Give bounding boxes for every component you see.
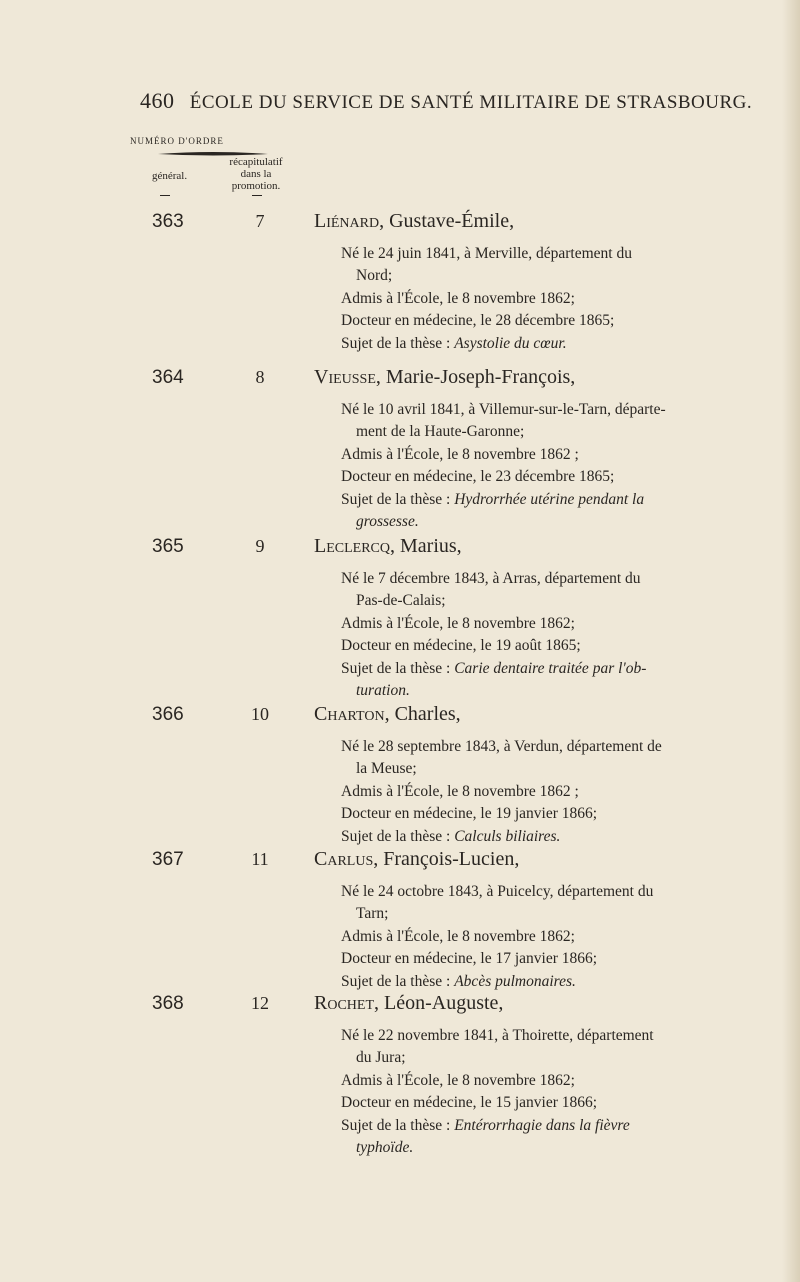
admission-line: Admis à l'École, le 8 novembre 1862; [341, 1072, 575, 1089]
given-names: , Marie-Joseph-François, [375, 366, 576, 388]
column-heading: NUMÉRO D'ORDRE [130, 136, 224, 146]
thesis-title: Asystolie du cœur. [454, 335, 567, 352]
recap-line-1: récapitulatif [229, 156, 283, 168]
admission-line: Admis à l'École, le 8 novembre 1862; [341, 290, 575, 307]
page-edge-shadow [782, 0, 800, 1282]
column-recap-label [211, 156, 301, 192]
birth-line: Né le 28 septembre 1843, à Verdun, département de [341, 738, 662, 755]
given-names: , Charles, [384, 703, 461, 725]
doctorate-line: Docteur en médecine, le 19 août 1865; [341, 637, 581, 654]
doctorate-line: Docteur en médecine, le 19 janvier 1866; [341, 805, 598, 822]
given-names: , Marius, [390, 535, 462, 557]
thesis-line [341, 1117, 630, 1135]
page-title: ÉCOLE DU SERVICE DE SANTÉ MILITAIRE DE STRASBOURG. [189, 92, 753, 113]
entry-name [314, 992, 503, 1015]
promotion-number: 11 [251, 849, 269, 869]
column-dash [160, 195, 170, 196]
thesis-line [341, 828, 560, 846]
general-number: 366 [152, 704, 184, 725]
admission-line: Admis à l'École, le 8 novembre 1862; [341, 928, 575, 945]
doctorate-line: Docteur en médecine, le 23 décembre 1865; [341, 468, 615, 485]
thesis-line [341, 660, 646, 678]
birth-line-cont: ment de la Haute-Garonne; [356, 423, 525, 440]
given-names: , François-Lucien, [373, 848, 520, 870]
doctorate-line: Docteur en médecine, le 28 décembre 1865; [341, 312, 615, 329]
doctorate-line: Docteur en médecine, le 17 janvier 1866; [341, 950, 598, 967]
thesis-prefix: Sujet de la thèse : [341, 973, 455, 990]
promotion-number: 10 [251, 704, 269, 724]
birth-line: Né le 24 juin 1841, à Merville, département du [341, 245, 632, 262]
thesis-prefix: Sujet de la thèse : [341, 1117, 455, 1134]
birth-line: Né le 10 avril 1841, à Villemur-sur-le-Tarn, départe- [341, 401, 666, 418]
thesis-title: Entérorrhagie dans la fièvre [454, 1117, 630, 1134]
thesis-title: Hydrorrhée utérine pendant la [454, 491, 645, 508]
surname: Vieusse [314, 366, 376, 388]
running-head [140, 88, 753, 114]
recap-line-2: dans la [240, 168, 272, 180]
thesis-prefix: Sujet de la thèse : [341, 660, 455, 677]
given-names: , Léon-Auguste, [374, 992, 504, 1014]
surname: Carlus [314, 848, 374, 870]
general-number: 367 [152, 849, 184, 870]
admission-line: Admis à l'École, le 8 novembre 1862; [341, 615, 575, 632]
thesis-line [341, 335, 567, 353]
thesis-line [341, 973, 576, 991]
general-number: 364 [152, 367, 184, 388]
surname: Leclercq [314, 535, 390, 557]
birth-line-cont: la Meuse; [356, 760, 417, 777]
given-names: , Gustave-Émile, [379, 210, 515, 232]
birth-line: Né le 24 octobre 1843, à Puicelcy, département du [341, 883, 654, 900]
thesis-prefix: Sujet de la thèse : [341, 335, 455, 352]
entry-name [314, 848, 519, 871]
general-number: 363 [152, 211, 184, 232]
entry-name [314, 366, 575, 389]
column-general-label: général. [152, 170, 188, 182]
admission-line: Admis à l'École, le 8 novembre 1862 ; [341, 446, 579, 463]
thesis-title: Calculs biliaires. [454, 828, 561, 845]
general-number: 368 [152, 993, 184, 1014]
admission-line: Admis à l'École, le 8 novembre 1862 ; [341, 783, 579, 800]
birth-line-cont: du Jura; [356, 1049, 406, 1066]
doctorate-line: Docteur en médecine, le 15 janvier 1866; [341, 1094, 598, 1111]
thesis-line [341, 491, 644, 509]
birth-line-cont: Nord; [356, 267, 393, 284]
column-dash [252, 195, 262, 196]
birth-line: Né le 7 décembre 1843, à Arras, département du [341, 570, 641, 587]
entry-name [314, 703, 461, 726]
birth-line: Né le 22 novembre 1841, à Thoirette, département [341, 1027, 654, 1044]
thesis-title-cont: typhoïde. [356, 1139, 414, 1156]
surname: Charton [314, 703, 385, 725]
surname: Rochet [314, 992, 375, 1014]
recap-line-3: promotion. [231, 180, 281, 192]
promotion-number: 9 [255, 536, 265, 556]
promotion-number: 12 [251, 993, 269, 1013]
thesis-title: Carie dentaire traitée par l'ob- [454, 660, 647, 677]
thesis-title-cont: turation. [356, 682, 410, 699]
birth-line-cont: Tarn; [356, 905, 389, 922]
thesis-title: Abcès pulmonaires. [454, 973, 576, 990]
page-number: 460 [140, 88, 175, 113]
entry-name [314, 535, 462, 558]
thesis-prefix: Sujet de la thèse : [341, 828, 455, 845]
thesis-prefix: Sujet de la thèse : [341, 491, 455, 508]
general-number: 365 [152, 536, 184, 557]
birth-line-cont: Pas-de-Calais; [356, 592, 446, 609]
promotion-number: 8 [255, 367, 265, 387]
thesis-title-cont: grossesse. [356, 513, 419, 530]
surname: Liénard [314, 210, 380, 232]
promotion-number: 7 [255, 211, 265, 231]
entry-name [314, 210, 514, 233]
